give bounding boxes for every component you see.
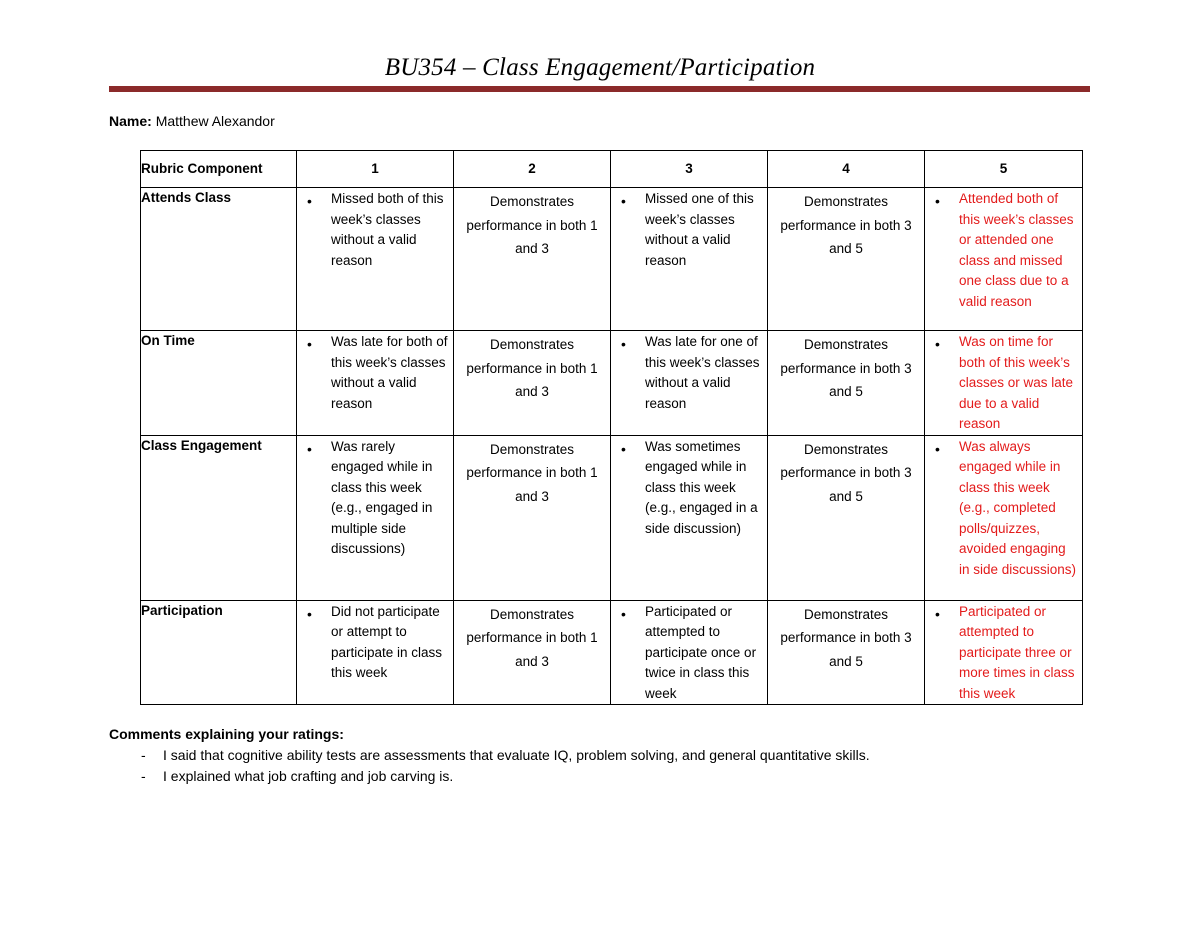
comment-text: I said that cognitive ability tests are assessments that evaluate IQ, problem solving, and general quantitative skills.	[163, 747, 870, 763]
cell-text: Was sometimes engaged while in class this week (e.g., engaged in a side discussion)	[645, 438, 758, 536]
title-rule	[109, 86, 1090, 92]
cell-text: Was late for both of this week’s classes without a valid reason	[331, 334, 448, 411]
cell-text: Missed one of this week’s classes without a valid reason	[645, 191, 754, 268]
cell-text: Was always engaged while in class this week (e.g., completed polls/quizzes, avoided engaging in side discussions)	[959, 438, 1077, 577]
cell-score-4: Demonstrates performance in both 3 and 5	[768, 188, 925, 331]
cell-score-5-selected	[925, 435, 1083, 600]
cell-text: Did not participate or attempt to participate in class this week	[331, 603, 443, 680]
bullet-icon: •	[621, 440, 626, 457]
name-value: Matthew Alexandor	[155, 113, 275, 129]
cell-score-1	[297, 435, 454, 600]
comment-text: I explained what job crafting and job carving is.	[163, 768, 454, 784]
comment-item	[109, 745, 870, 766]
cell-score-4: Demonstrates performance in both 3 and 5	[768, 435, 925, 600]
cell-score-2: Demonstrates performance in both 1 and 3	[454, 188, 611, 331]
cell-score-3	[611, 331, 768, 436]
name-label: Name:	[109, 113, 152, 129]
cell-text: Participated or attempted to participate three or more times in class this week	[959, 603, 1075, 701]
cell-score-2: Demonstrates performance in both 1 and 3	[454, 600, 611, 705]
cell-text: Attended both of this week’s classes or attended one class and missed one class due to a valid reason	[959, 191, 1074, 309]
bullet-icon: •	[935, 440, 940, 457]
cell-score-4: Demonstrates performance in both 3 and 5	[768, 600, 925, 705]
cell-score-1	[297, 600, 454, 705]
bullet-icon: •	[307, 336, 312, 352]
cell-score-1	[297, 331, 454, 436]
row-label-on-time: On Time	[141, 331, 297, 436]
bullet-icon: •	[621, 336, 626, 352]
bullet-icon: •	[307, 440, 312, 457]
cell-text: Was rarely engaged while in class this week (e.g., engaged in multiple side discussions)	[331, 438, 433, 556]
header-score-4: 4	[768, 151, 925, 188]
header-score-5: 5	[925, 151, 1083, 188]
cell-score-4: Demonstrates performance in both 3 and 5	[768, 331, 925, 436]
dash-bullet: -	[141, 747, 146, 763]
bullet-icon: •	[935, 193, 940, 209]
table-row	[141, 188, 1083, 331]
bullet-icon: •	[307, 193, 312, 209]
table-row	[141, 435, 1083, 600]
row-label-attends-class: Attends Class	[141, 188, 297, 331]
table-row	[141, 600, 1083, 705]
bullet-icon: •	[935, 336, 940, 352]
cell-score-5-selected	[925, 188, 1083, 331]
comment-item	[109, 766, 870, 787]
cell-score-2: Demonstrates performance in both 1 and 3	[454, 331, 611, 436]
cell-text: Was on time for both of this week’s classes or was late due to a valid reason	[959, 334, 1074, 431]
cell-score-1	[297, 188, 454, 331]
cell-text: Participated or attempted to participate once or twice in class this week	[645, 603, 757, 701]
comments-section	[109, 724, 870, 787]
cell-score-5-selected	[925, 600, 1083, 705]
name-line	[109, 113, 275, 129]
cell-text: Missed both of this week’s classes without a valid reason	[331, 191, 444, 268]
row-label-class-engagement: Class Engagement	[141, 435, 297, 600]
dash-bullet: -	[141, 768, 146, 784]
cell-score-5-selected	[925, 331, 1083, 436]
header-row	[141, 151, 1083, 188]
table-row	[141, 331, 1083, 436]
header-score-3: 3	[611, 151, 768, 188]
row-label-participation: Participation	[141, 600, 297, 705]
header-score-1: 1	[297, 151, 454, 188]
document-title: BU354 – Class Engagement/Participation	[384, 54, 816, 81]
rubric-table	[140, 150, 1083, 705]
cell-score-3	[611, 600, 768, 705]
cell-score-2: Demonstrates performance in both 1 and 3	[454, 435, 611, 600]
header-score-2: 2	[454, 151, 611, 188]
bullet-icon: •	[935, 605, 940, 622]
bullet-icon: •	[621, 193, 626, 209]
header-rubric-component: Rubric Component	[141, 151, 297, 188]
cell-text: Was late for one of this week’s classes without a valid reason	[645, 334, 760, 411]
cell-score-3	[611, 188, 768, 331]
bullet-icon: •	[307, 605, 312, 622]
bullet-icon: •	[621, 605, 626, 622]
cell-score-3	[611, 435, 768, 600]
comments-heading: Comments explaining your ratings:	[109, 726, 344, 742]
